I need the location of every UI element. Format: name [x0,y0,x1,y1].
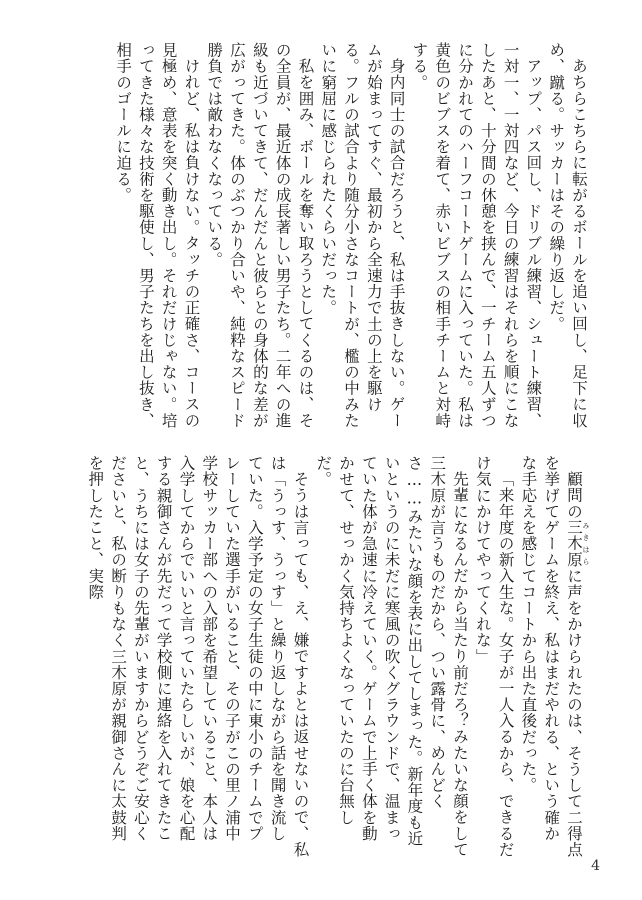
upper-text-block [72,42,590,437]
paragraph: そうは言っても、え、嫌ですよとは返せないので、私は「うっす、うっす」と繰り返しながら話を聞き流していた。入学予定の女子生徒の中に東小のチームでプレーしていた選手がいること、その子がこの里ノ浦中学校サッカー部への入部を希望していること、本人は入学してからでいいと言っていたらしいが、娘を心配する親御さんが先だって学校側に連絡を入れてきたこと、うちには女子の先輩がいますからどうぞご安心くださいと、私の断りもなく三木原が親御さんに太鼓判を押したこと、実際 [86,455,310,857]
paragraph: 身内同士の試合だろうと、私は手抜きしない。ゲームが始まってすぐ、最初から全速力で土の上を駆ける。フルの試合より随分小さなコートが、檻の中みたいに窮屈に感じられたくらいだった。 [319,42,406,429]
paragraph-with-furigana [517,455,590,857]
paragraph: アップ、パス回し、ドリブル練習、シュート練習、一対一、一対四など、今日の練習はそれらを順にこなしたあと、十分間の休憩を挟んで、一チーム五人ずつに分かれてのハーフコートゲームに入っていた。私は黄色のビブスを着て、赤いビブスの相手チームと対峙する。 [410,42,543,429]
furigana-name: 三木原 みきはら [565,518,590,568]
paragraph: 「来年度の新入生な。女子が一人入るから、できるだけ気にかけてやってくれな」 [473,455,515,857]
paragraph-rest: に声をかけられたのは、そうして二得点を挙げてゲームを終え、私はまだやれる、という確かな手応えを感じてコートから出た直後だった。 [519,455,583,857]
paragraph: けれど、私は負けない。タッチの正確さ、コースの見極め、意表を突く動き出し。それだけじゃない。培ってきた様々な技術を駆使し、男子たちを出し抜き、相手のゴールに迫る。 [114,42,201,429]
paragraph: 私を囲み、ボールを奪い取ろうとしてくるのは、その全員が、最近体の成長著しい男子たち。二年への進級も近づいてきて、だんだんと彼らとの身体的な差が広がってきた。体のぶつかり合いや、純粋なスピード勝負では敵わなくなっている。 [205,42,315,429]
lower-text-block [72,455,590,857]
page-number: 4 [591,858,600,874]
paragraph: あちらこちらに転がるボールを追い回し、足下に収め、蹴る。サッカーはその繰り返しだ。 [547,42,588,428]
paragraph-prefix: 顧問の [565,470,583,519]
paragraph: 先輩になるんだから当たり前だろ？みたいな顔をして三木原が言うものだから、つい露骨に、めんどくさ……みたいな顔を表に出してしまった。新年度も近いというのに未だに寒風の吹くグラウンドで、温まっていた体が急速に冷えていく。ゲームで上手く体を動かせて、せっかく気持ちよくなっていたのに台無しだ。 [314,455,470,857]
